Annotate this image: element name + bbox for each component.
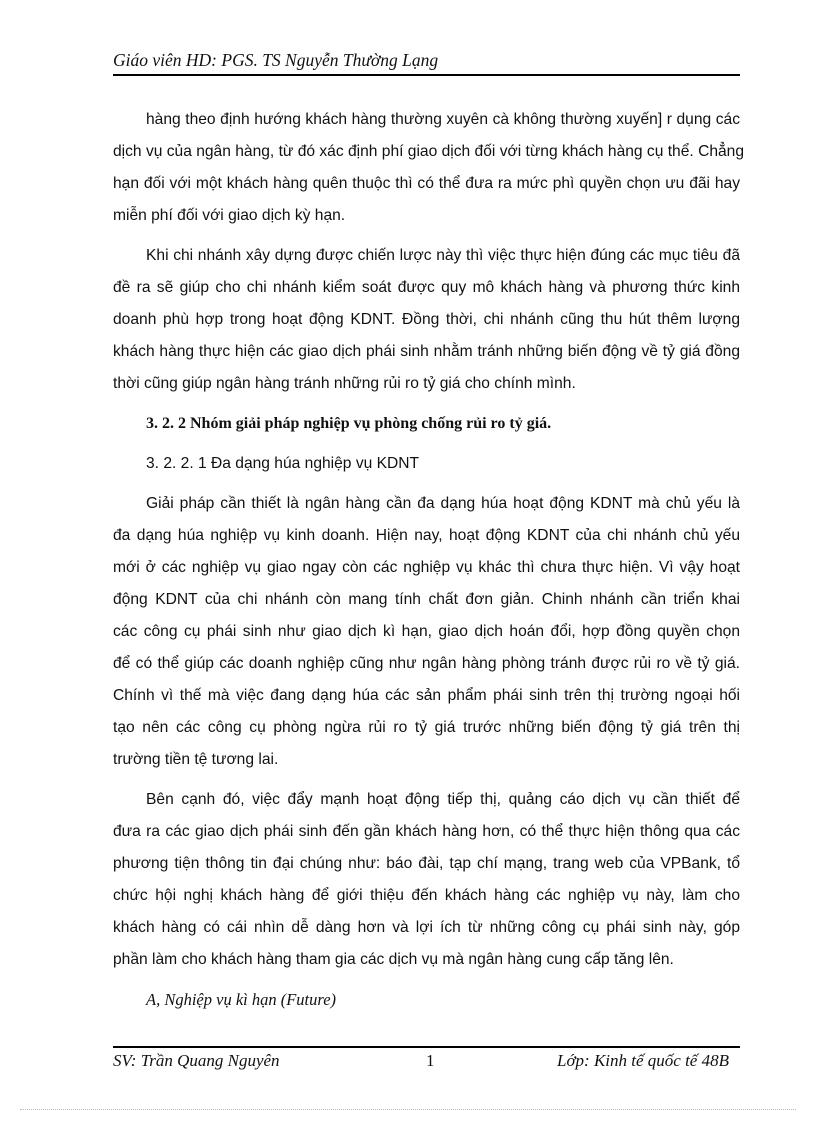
text-line: tạo nên các công cụ phòng ngừa rủi ro tỷ giá trước những biến động tỷ giá trên thị xyxy=(113,719,740,736)
text-line: Chính vì thế mà việc đang dạng húa các sản phẩm phái sinh trên thị trường ngoại hối xyxy=(113,687,740,704)
text-line: các công cụ phái sinh như giao dịch kì hạn, giao dịch hoán đổi, hợp đồng quyền chọn xyxy=(113,623,740,640)
text-line: khách hàng có cái nhìn dễ dàng hơn và lợi ích từ những công cụ phái sinh này, góp xyxy=(113,919,740,936)
footer-rule xyxy=(113,1046,740,1048)
footer-student: SV: Trần Quang Nguyên xyxy=(113,1051,280,1070)
subsection-heading: 3. 2. 2. 1 Đa dạng húa nghiệp vụ KDNT xyxy=(146,455,420,472)
text-line: Giải pháp cần thiết là ngân hàng cần đa dạng húa hoạt động KDNT mà chủ yếu là xyxy=(146,495,740,512)
text-line: để có thể giúp các doanh nghiệp cũng như ngân hàng phòng tránh được rủi ro về tỷ giá. xyxy=(113,655,740,672)
section-heading: 3. 2. 2 Nhóm giải pháp nghiệp vụ phòng chống rủi ro tỷ giá. xyxy=(146,415,552,432)
text-line: mới ở các nghiệp vụ giao ngay còn các nghiệp vụ khác thì chưa thực hiện. Vì vậy hoạt xyxy=(113,559,740,576)
page-header: Giáo viên HD: PGS. TS Nguyễn Thường Lạng xyxy=(113,50,439,70)
text-line: hàng theo định hướng khách hàng thường xuyên cà không thường xuyến] r dụng các xyxy=(146,111,740,128)
text-line: trường tiền tệ tương lai. xyxy=(113,751,279,768)
text-line: đưa ra các giao dịch phái sinh đến gần khách hàng hơn, có thể thực hiện thông qua các xyxy=(113,823,740,840)
text-line: Bên cạnh đó, việc đẩy mạnh hoạt động tiếp thị, quảng cáo dịch vụ cần thiết để xyxy=(146,791,740,808)
text-line: động KDNT của chi nhánh còn mang tính chất đơn giản. Chinh nhánh cần triển khai xyxy=(113,591,740,608)
text-line: hạn đối với một khách hàng quên thuộc thì có thể đưa ra mức phì quyền chọn ưu đãi hay xyxy=(113,175,740,192)
text-line: dịch vụ của ngân hàng, từ đó xác định phí giao dịch đối với từng khách hàng cụ thể. Chẳng xyxy=(113,143,745,160)
page-number: 1 xyxy=(426,1051,435,1070)
text-line: Khi chi nhánh xây dựng được chiến lược này thì việc thực hiện đúng các mục tiêu đã xyxy=(146,247,740,264)
subsection-heading-italic: A, Nghiệp vụ kì hạn (Future) xyxy=(146,990,337,1009)
text-line: doanh phù hợp trong hoạt động KDNT. Đồng thời, chi nhánh cũng thu hút thêm lượng xyxy=(113,311,740,328)
page-bottom-dotted-line xyxy=(20,1109,796,1110)
text-line: miễn phí đối với giao dịch kỳ hạn. xyxy=(113,207,346,224)
text-line: khách hàng thực hiện các giao dịch phái sinh nhằm tránh những biến động về tỷ giá đồng xyxy=(113,343,740,360)
text-line: phần làm cho khách hàng tham gia các dịch vụ mà ngân hàng cung cấp tăng lên. xyxy=(113,951,674,968)
footer-class: Lớp: Kinh tế quốc tế 48B xyxy=(557,1051,729,1070)
text-line: đa dạng húa nghiệp vụ kinh doanh. Hiện nay, hoạt động KDNT của chi nhánh chủ yếu xyxy=(113,527,740,544)
text-line: đề ra sẽ giúp cho chi nhánh kiểm soát được quy mô khách hàng và phương thức kinh xyxy=(113,279,740,296)
text-line: chức hội nghị khách hàng để giới thiệu đến khách hàng các nghiệp vụ này, làm cho xyxy=(113,887,740,904)
text-line: thời cũng giúp ngân hàng tránh những rủi ro tỷ giá cho chính mình. xyxy=(113,375,576,392)
header-rule xyxy=(113,74,740,76)
paragraph-2 xyxy=(113,240,740,400)
paragraph-1 xyxy=(113,104,745,232)
document-body xyxy=(113,104,745,1024)
text-line: phương tiện thông tin đại chúng như: báo đài, tạp chí mạng, trang web của VPBank, tổ xyxy=(113,855,740,872)
paragraph-3 xyxy=(113,488,740,776)
paragraph-4 xyxy=(113,784,740,976)
